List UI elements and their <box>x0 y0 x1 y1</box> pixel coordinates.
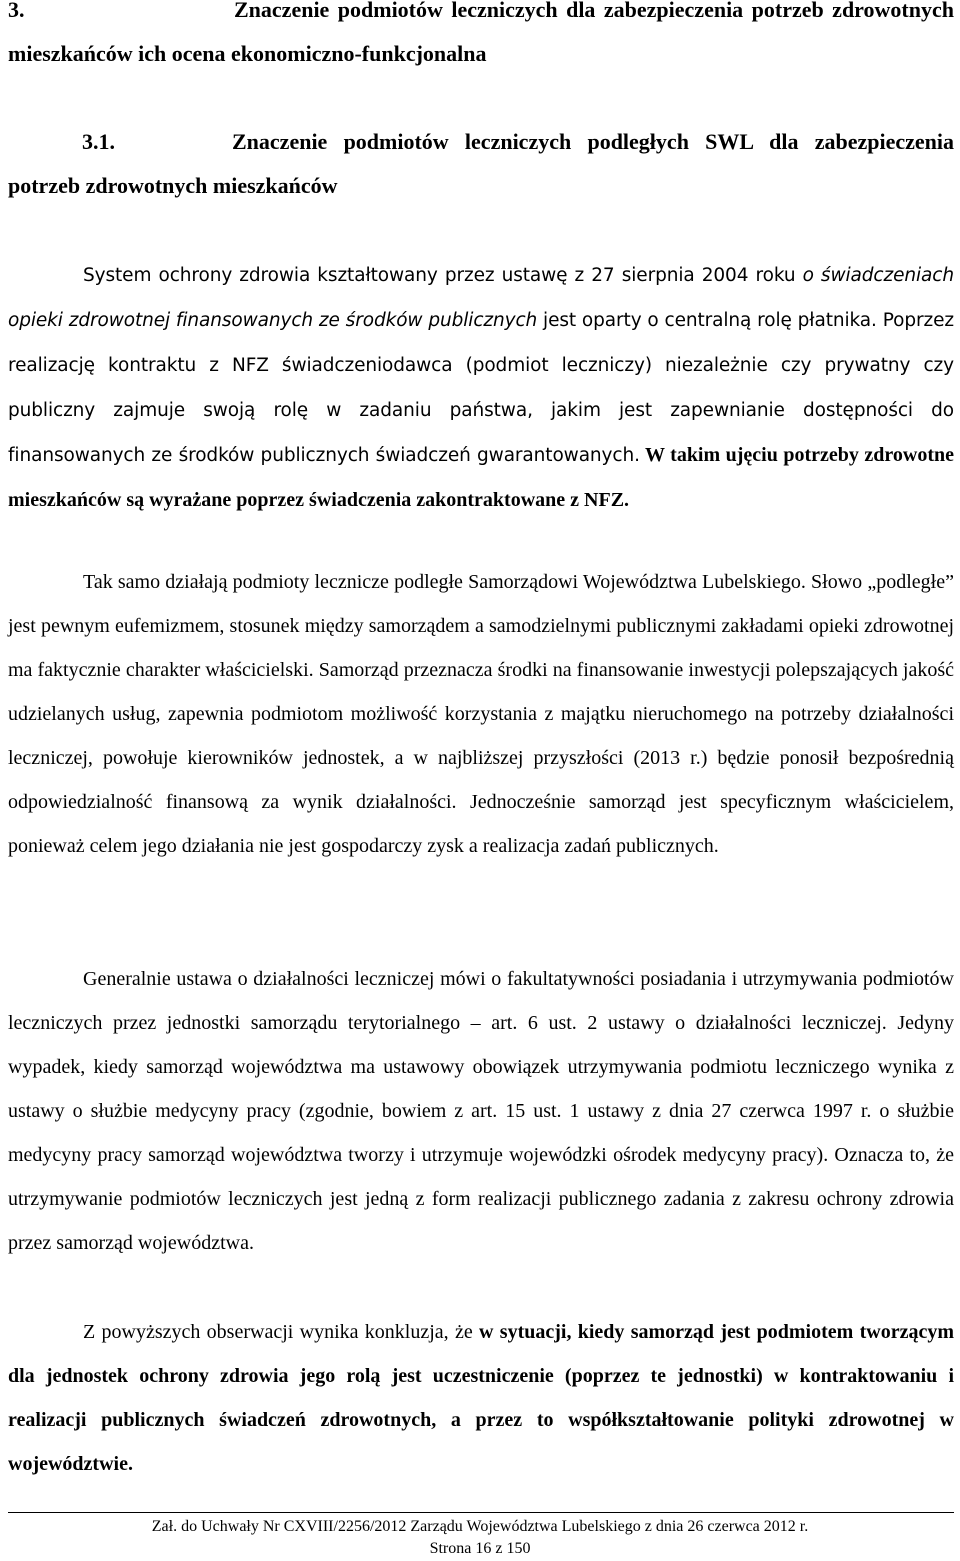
paragraph-2-text: Tak samo działają podmioty lecznicze podległe Samorządowi Województwa Lubelskiego. Słowo „podległe” jest pewnym eufemizmem, stosunek między samorządem a samodzielnymi publicznymi zakładami opieki zdrowotnej ma faktycznie charakter właścicielski. Samorząd przeznacza środki na finansowanie inwestycji polepszających jakość udzielanych usług, zapewnia podmiotom możliwość korzystania z majątku nieruchomego na potrzeby działalności leczniczej, powołuje kierowników jednostek, a w najbliższej przyszłości (2013 r.) będzie ponosił bezpośrednią odpowiedzialność finansową za wynik działalności. Jednocześnie samorząd jest specyficznym właścicielem, ponieważ celem jego działania nie jest gospodarczy zysk a realizacja zadań publicznych. <box>8 571 954 857</box>
section-number: 3. <box>8 0 25 22</box>
act-title: o świadczeniach opieki zdrowotnej finansowanych ze środków publicznych <box>8 265 954 331</box>
paragraph-1-text-a: System ochrony zdrowia kształtowany przez ustawę z 27 sierpnia 2004 roku <box>83 265 803 286</box>
subsection-title: Znaczenie podmiotów leczniczych podległych SWL dla zabezpieczenia potrzeb zdrowotnych mieszkańców <box>8 129 954 198</box>
subsection-heading-3-1 <box>8 120 954 208</box>
paragraph-3-text: Generalnie ustawa o działalności leczniczej mówi o fakultatywności posiadania i utrzymywania podmiotów leczniczych przez jednostki samorządu terytorialnego – art. 6 ust. 2 ustawy o działalności leczniczej. Jedyny wypadek, kiedy samorząd województwa ma ustawowy obowiązek utrzymywania podmiotu leczniczego wynika z ustawy o służbie medycyny pracy (zgodnie, bowiem z art. 15 ust. 1 ustawy z dnia 27 czerwca 1997 r. o służbie medycyny pracy samorząd województwa tworzy i utrzymuje wojewódzki ośrodek medycyny pracy). Oznacza to, że utrzymywanie podmiotów leczniczych jest jedną z form realizacji publicznego zadania z zakresu ochrony zdrowia przez samorząd województwa. <box>8 968 954 1254</box>
paragraph-1-text-c: Poprzez realizację kontraktu z NFZ świadczeniodawca (podmiot leczniczy) niezależnie czy prywatny czy publiczny zajmuje swoją rolę w zadaniu państwa, jakim jest zapewnianie dostępności do finansowanych ze środków publicznych świadczeń gwarantowanych. <box>8 310 954 466</box>
paragraph-1-text-b: jest oparty o centralną rolę płatnika. <box>537 310 877 331</box>
section-title: Znaczenie podmiotów leczniczych dla zabezpieczenia potrzeb zdrowotnych mieszkańców ich ocena ekonomiczno-funkcjonalna <box>8 0 954 66</box>
paragraph-1-emphasis: W takim ujęciu potrzeby zdrowotne mieszkańców są wyrażane poprzez świadczenia zakontraktowane z NFZ. <box>8 444 955 511</box>
paragraph-4 <box>8 1310 954 1486</box>
page-number: Strona 16 z 150 <box>429 1540 531 1557</box>
footer-attachment-note: Zał. do Uchwały Nr CXVIII/2256/2012 Zarządu Województwa Lubelskiego z dnia 26 czerwca 2012 r. <box>151 1518 809 1535</box>
paragraph-2 <box>8 560 954 868</box>
conclusion-emphasis: w sytuacji, kiedy samorząd jest podmiotem tworzącym dla jednostek ochrony zdrowia jego rolą jest uczestniczenie (poprzez te jednostki) w kontraktowaniu i realizacji publicznych świadczeń zdrowotnych, a przez to współkształtowanie polityki zdrowotnej w województwie. <box>8 1321 954 1475</box>
subsection-number: 3.1. <box>82 129 115 154</box>
section-heading-3 <box>8 0 954 76</box>
paragraph-3 <box>8 957 954 1265</box>
paragraph-1 <box>8 253 954 522</box>
paragraph-4-text: Z powyższych obserwacji wynika konkluzja, że <box>83 1321 480 1343</box>
footer-divider <box>8 1512 954 1513</box>
